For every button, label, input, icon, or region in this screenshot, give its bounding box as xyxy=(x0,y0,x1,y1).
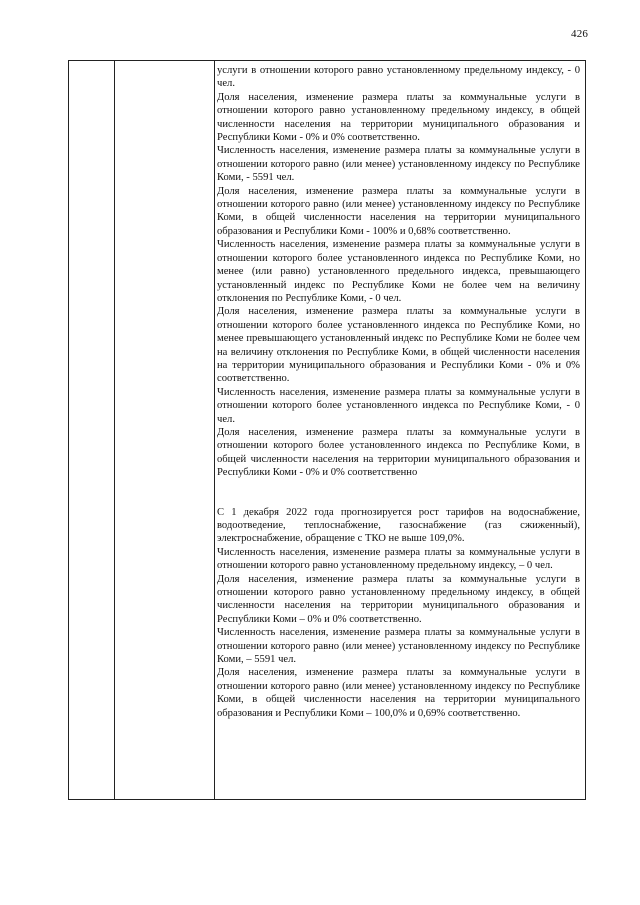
paragraph: Численность населения, изменение размера платы за коммунальные услуги в отношении которого более установленного индекса по Республике Коми, но менее (или равно) установленного предельного индекса, превышающего установленный индекс по Республике Коми не более чем на величину отклонения по Республике Коми, - 0 чел. xyxy=(217,239,580,304)
table-column-divider xyxy=(114,61,115,799)
paragraph: Доля населения, изменение размера платы за коммунальные услуги в отношении которого равно (или менее) установленному индексу по Республике Коми, в общей численности населения на территории муниципального образования и Республики Коми – 100,0% и 0,69% соответственно. xyxy=(217,667,580,719)
paragraph: Численность населения, изменение размера платы за коммунальные услуги в отношении которого более установленного индекса по Республике Коми, - 0 чел. xyxy=(217,386,580,425)
paragraph-gap xyxy=(217,480,580,506)
paragraph: услуги в отношении которого равно установленному предельному индексу, - 0 чел. xyxy=(217,65,580,90)
document-table xyxy=(68,60,586,800)
paragraph: Численность населения, изменение размера платы за коммунальные услуги в отношении которого равно (или менее) установленному индексу по Республике Коми, - 5591 чел. xyxy=(217,145,580,184)
paragraph: Доля населения, изменение размера платы за коммунальные услуги в отношении которого равно установленному предельному индексу, в общей численности населения на территории муниципального образования и Республики Коми - 0% и 0% соответственно. xyxy=(217,91,580,144)
table-column-divider xyxy=(214,61,215,799)
paragraph: Доля населения, изменение размера платы за коммунальные услуги в отношении которого более установленного индекса по Республике Коми, в общей численности населения на территории муниципального образования и Республики Коми - 0% и 0% соответственно xyxy=(217,426,580,479)
paragraph: Доля населения, изменение размера платы за коммунальные услуги в отношении которого равно установленному предельному индексу, в общей численности населения на территории муниципального образования и Республики Коми – 0% и 0% соответственно. xyxy=(217,573,580,625)
paragraph: С 1 декабря 2022 года прогнозируется рост тарифов на водоснабжение, водоотведение, теплоснабжение, газоснабжение (газ сжиженный), электроснабжение, обращение с ТКО не выше 109,0%. xyxy=(217,506,580,545)
paragraph: Доля населения, изменение размера платы за коммунальные услуги в отношении которого равно (или менее) установленному индексу по Республике Коми, в общей численности населения на территории муниципального образования и Республики Коми - 100% и 0,68% соответственно. xyxy=(217,185,580,237)
paragraph: Численность населения, изменение размера платы за коммунальные услуги в отношении которого равно установленному предельному индексу, – 0 чел. xyxy=(217,546,580,572)
paragraph: Доля населения, изменение размера платы за коммунальные услуги в отношении которого более установленного индекса по Республике Коми, но менее превышающего установленный индекс по Республике Коми не более чем на величину отклонения по Республике Коми, в общей численности населения на территории муниципального образования и Республики Коми - 0% и 0% соответственно. xyxy=(217,306,580,385)
page-number: 426 xyxy=(571,28,589,40)
paragraph: Численность населения, изменение размера платы за коммунальные услуги в отношении которого равно (или менее) установленному индексу по Республике Коми, – 5591 чел. xyxy=(217,627,580,666)
table-cell-text xyxy=(217,64,580,720)
